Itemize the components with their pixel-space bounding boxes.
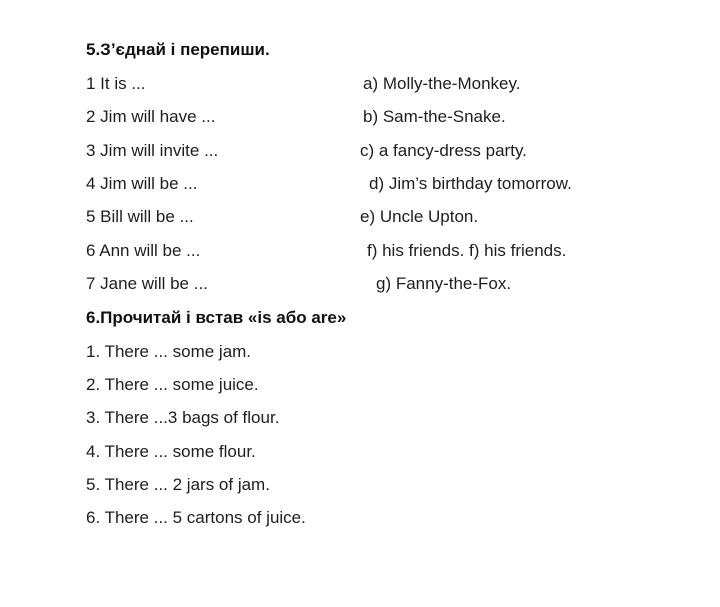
match-left-item-4: 4 Jim will be ... [86,174,198,193]
match-left-item-7: 7 Jane will be ... [86,274,208,293]
match-left-item-1: 1 It is ... [86,74,146,93]
match-left-item-6: 6 Ann will be ... [86,241,201,260]
match-left-item-3: 3 Jim will invite ... [86,141,219,160]
fill-in-item-1: 1. There ... some jam. [86,342,252,361]
match-right-item-b: b) Sam-the-Snake. [363,107,506,126]
fill-in-item-5: 5. There ... 2 jars of jam. [86,475,270,494]
fill-in-item-3: 3. There ...3 bags of flour. [86,408,280,427]
fill-in-item-2: 2. There ... some juice. [86,375,259,394]
section-6-title: 6.Прочитай і встав «is або are» [86,308,347,327]
fill-in-item-4: 4. There ... some flour. [86,442,256,461]
match-left-item-5: 5 Bill will be ... [86,207,194,226]
section-5-title: 5.З’єднай і перепиши. [86,40,270,59]
match-left-item-2: 2 Jim will have ... [86,107,216,126]
match-right-item-a: a) Molly-the-Monkey. [363,74,521,93]
match-right-item-e: e) Uncle Upton. [360,207,479,226]
match-right-item-f: f) his friends. f) his friends. [367,241,567,260]
fill-in-item-6: 6. There ... 5 cartons of juice. [86,508,306,527]
match-right-item-c: c) a fancy-dress party. [360,141,527,160]
match-right-item-d: d) Jim’s birthday tomorrow. [369,174,572,193]
match-right-item-g: g) Fanny-the-Fox. [376,274,512,293]
